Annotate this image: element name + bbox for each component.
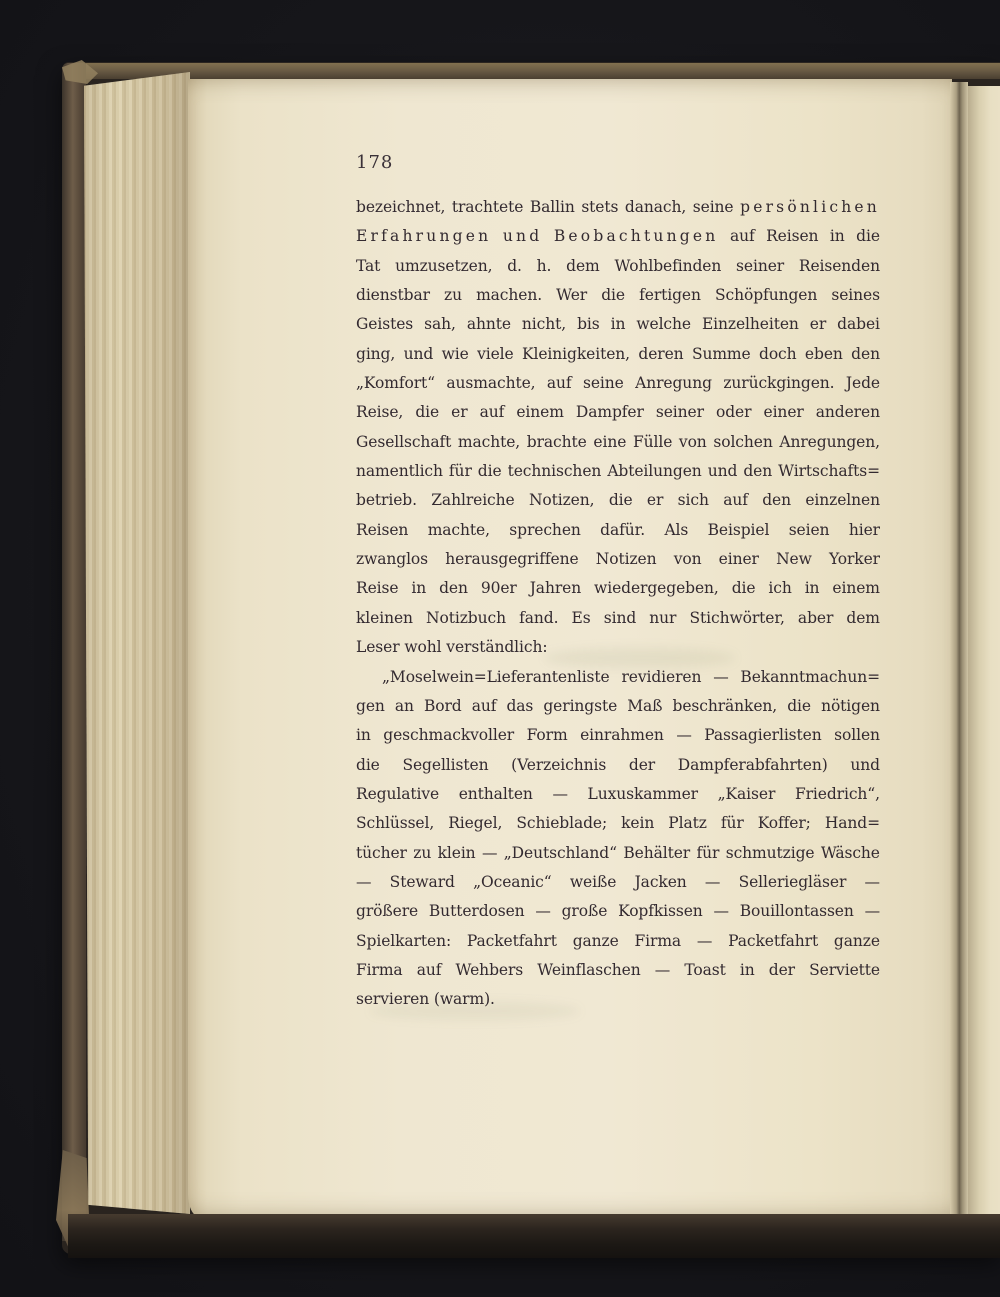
text-line: namentlich für die technischen Abteilungen und den Wirtschafts= xyxy=(356,462,880,481)
text-line: dienstbar zu machen. Wer die fertigen Schöpfungen seines xyxy=(356,286,880,305)
text-line: „Komfort“ ausmachte, auf seine Anregung zurückgingen. Jede xyxy=(356,374,880,393)
page-number: 178 xyxy=(356,152,394,173)
facing-page-sliver xyxy=(968,86,1000,1214)
text-line: Gesellschaft machte, brachte eine Fülle von solchen Anregungen, xyxy=(356,432,880,451)
book-cover-top-edge xyxy=(62,63,1000,79)
text-line: Geistes sah, ahnte nicht, bis in welche Einzelheiten er dabei xyxy=(356,315,880,334)
text-line: „Moselwein=Lieferantenliste revidieren — Bekanntmachun= xyxy=(382,667,880,686)
text-line: betrieb. Zahlreiche Notizen, die er sich auf den einzelnen xyxy=(356,491,880,510)
book-cover-left-edge xyxy=(62,63,86,1241)
text-line: Regulative enthalten — Luxuskammer „Kaiser Friedrich“, xyxy=(356,784,880,803)
page-edge-stack xyxy=(84,72,190,1214)
text-line: Erfahrungen und Beobachtungen auf Reisen in die xyxy=(356,227,880,246)
text-line: Leser wohl verständlich: xyxy=(356,638,548,657)
text-line: ging, und wie viele Kleinigkeiten, deren Summe doch eben den xyxy=(356,344,880,363)
text-line: Spielkarten: Packetfahrt ganze Firma — Packetfahrt ganze xyxy=(356,931,880,950)
text-line: servieren (warm). xyxy=(356,990,495,1009)
text-line: Reise, die er auf einem Dampfer seiner oder einer anderen xyxy=(356,403,880,422)
text-line: größere Butterdosen — große Kopfkissen — Bouillontassen — xyxy=(356,902,880,921)
text-line: — Steward „Oceanic“ weiße Jacken — Selleriegläser — xyxy=(356,872,880,891)
text-line: Schlüssel, Riegel, Schieblade; kein Platz für Koffer; Hand= xyxy=(356,814,880,833)
book-gutter xyxy=(950,82,968,1214)
text-line: die Segellisten (Verzeichnis der Dampferabfahrten) und xyxy=(356,755,880,774)
book-cover-bottom-edge xyxy=(68,1214,1000,1258)
text-line: Tat umzusetzen, d. h. dem Wohlbefinden seiner Reisenden xyxy=(356,256,880,275)
text-line: Reise in den 90er Jahren wiedergegeben, die ich in einem xyxy=(356,579,880,598)
text-line: in geschmackvoller Form einrahmen — Passagierlisten sollen xyxy=(356,726,880,745)
text-line: zwanglos herausgegriffene Notizen von einer New Yorker xyxy=(356,550,880,569)
text-line: bezeichnet, trachtete Ballin stets danach, seine persönlichen xyxy=(356,198,880,216)
text-line: Reisen machte, sprechen dafür. Als Beispiel seien hier xyxy=(356,520,880,539)
text-line: gen an Bord auf das geringste Maß beschränken, die nötigen xyxy=(356,696,880,715)
text-line: Firma auf Wehbers Weinflaschen — Toast in der Serviette xyxy=(356,960,880,979)
text-block xyxy=(356,193,880,1015)
text-line: kleinen Notizbuch fand. Es sind nur Stichwörter, aber dem xyxy=(356,608,880,627)
text-line: tücher zu klein — „Deutschland“ Behälter für schmutzige Wäsche xyxy=(356,843,880,862)
